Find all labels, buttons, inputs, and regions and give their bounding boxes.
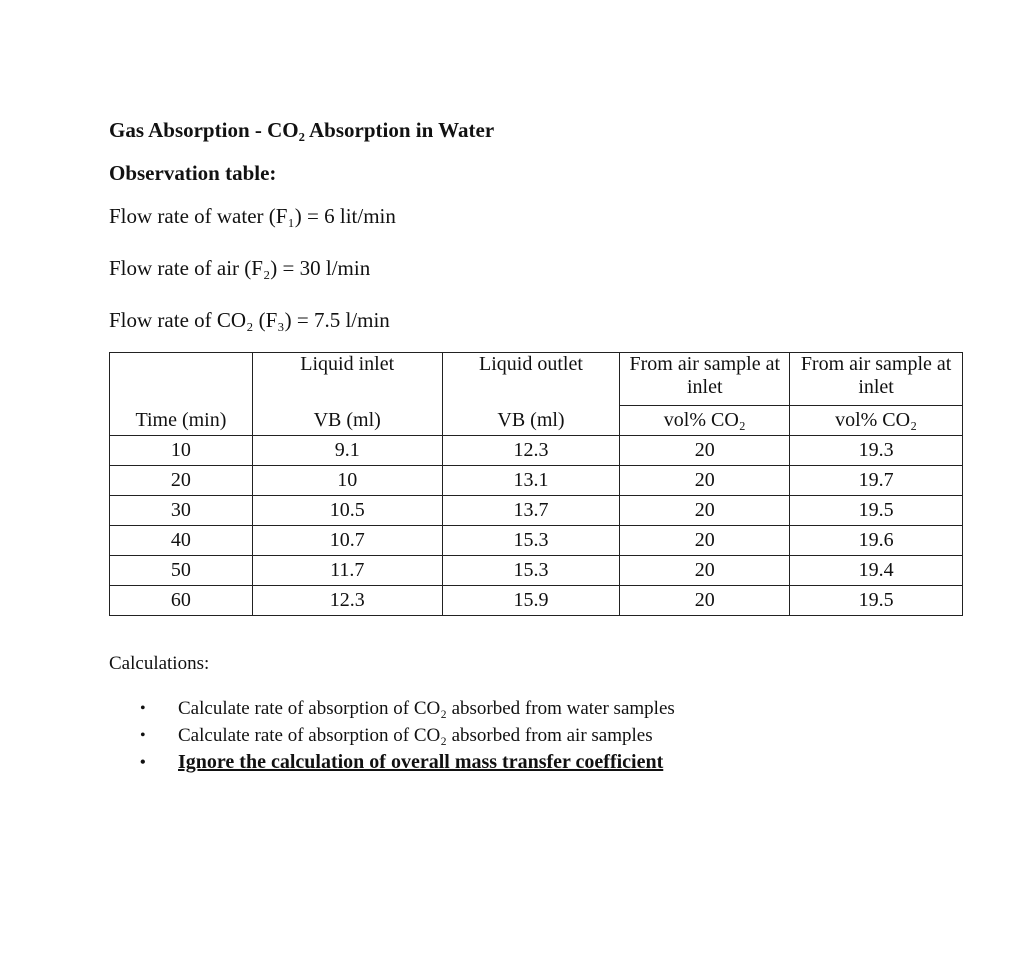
observation-table	[109, 352, 963, 616]
bullet-icon: •	[140, 727, 146, 744]
table-cell: 20	[620, 526, 790, 556]
flow-rate-air: Flow rate of air (F₂) = 30 l/min	[109, 256, 371, 280]
list-item	[140, 722, 675, 749]
header-cell-vb-inlet: VB (ml)	[252, 406, 442, 436]
table-cell: 20	[620, 466, 790, 496]
header-cell-liquid-inlet: Liquid inlet	[252, 353, 442, 406]
header-cell-time: Time (min)	[110, 406, 253, 436]
table-sub-header-row	[110, 406, 963, 436]
table-cell: 40	[110, 526, 253, 556]
table-cell: 19.5	[790, 496, 963, 526]
header-cell-vb-outlet: VB (ml)	[442, 406, 620, 436]
table-row	[110, 526, 963, 556]
table-cell: 20	[110, 466, 253, 496]
table-cell: 20	[620, 436, 790, 466]
table-row	[110, 586, 963, 616]
header-cell-air-sample-2: From air sample at inlet	[790, 353, 963, 406]
table-cell: 19.7	[790, 466, 963, 496]
table-cell: 19.4	[790, 556, 963, 586]
table-cell: 11.7	[252, 556, 442, 586]
table-cell: 20	[620, 586, 790, 616]
table-cell: 60	[110, 586, 253, 616]
table-cell: 20	[620, 556, 790, 586]
table-cell: 15.3	[442, 526, 620, 556]
table-row	[110, 496, 963, 526]
table-cell: 30	[110, 496, 253, 526]
bullet-icon: •	[140, 700, 146, 717]
table-cell: 50	[110, 556, 253, 586]
flow-rate-co2: Flow rate of CO₂ (F₃) = 7.5 l/min	[109, 308, 390, 332]
table-group-header-row	[110, 353, 963, 406]
table-cell: 19.3	[790, 436, 963, 466]
calculations-list	[140, 695, 675, 776]
table-row	[110, 466, 963, 496]
table-cell: 13.1	[442, 466, 620, 496]
table-cell: 12.3	[442, 436, 620, 466]
table-cell: 20	[620, 496, 790, 526]
table-cell: 10.7	[252, 526, 442, 556]
header-cell-empty	[110, 353, 253, 406]
list-item-text: Ignore the calculation of overall mass transfer coefficient	[178, 751, 664, 773]
table-cell: 10	[110, 436, 253, 466]
bullet-icon: •	[140, 754, 146, 771]
table-cell: 12.3	[252, 586, 442, 616]
list-item	[140, 695, 675, 722]
table-cell: 10.5	[252, 496, 442, 526]
list-item	[140, 749, 675, 776]
page-title: Gas Absorption - CO₂ Absorption in Water	[109, 118, 495, 142]
header-cell-air-sample-1: From air sample at inlet	[620, 353, 790, 406]
table-row	[110, 436, 963, 466]
header-cell-vol-co2-1: vol% CO₂	[620, 406, 790, 436]
list-item-text: Calculate rate of absorption of CO₂ absorbed from air samples	[178, 725, 653, 746]
table-cell: 9.1	[252, 436, 442, 466]
table-cell: 10	[252, 466, 442, 496]
section-heading: Observation table:	[109, 161, 277, 185]
table-cell: 19.6	[790, 526, 963, 556]
header-cell-liquid-outlet: Liquid outlet	[442, 353, 620, 406]
flow-rate-water: Flow rate of water (F₁) = 6 lit/min	[109, 204, 396, 228]
table-cell: 15.9	[442, 586, 620, 616]
table-cell: 13.7	[442, 496, 620, 526]
table-row	[110, 556, 963, 586]
table-cell: 15.3	[442, 556, 620, 586]
table-cell: 19.5	[790, 586, 963, 616]
list-item-text: Calculate rate of absorption of CO₂ absorbed from water samples	[178, 698, 675, 719]
calculations-label: Calculations:	[109, 653, 210, 674]
header-cell-vol-co2-2: vol% CO₂	[790, 406, 963, 436]
